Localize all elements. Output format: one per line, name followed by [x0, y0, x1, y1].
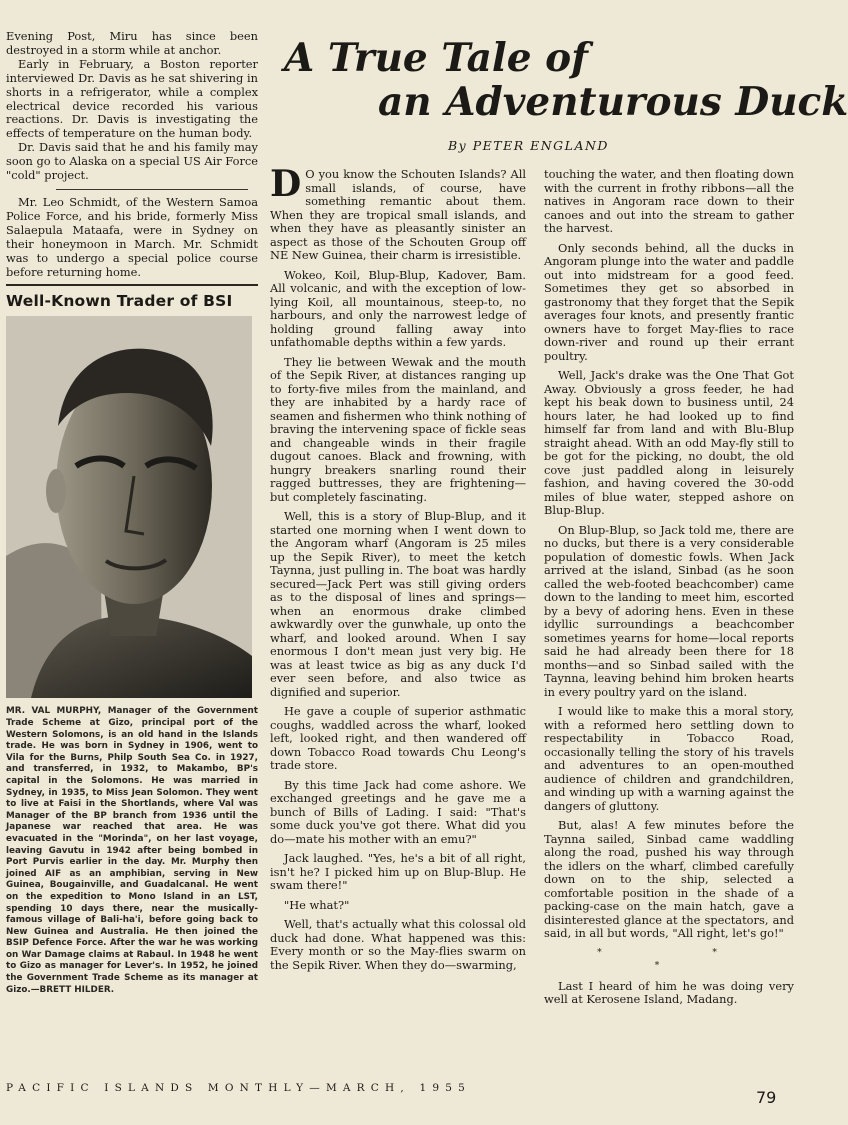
article-paragraph: Jack laughed. "Yes, he's a bit of all right, isn't he? I picked him up on Blup-Blup. He swam there!" [270, 851, 526, 892]
article-paragraph [270, 163, 526, 263]
article-paragraph: "He what?" [284, 897, 350, 912]
portrait-photo [6, 316, 252, 698]
article-header [268, 35, 848, 153]
divider [6, 284, 258, 286]
portrait-illustration [6, 316, 252, 698]
drop-cap: D [270, 163, 302, 205]
news-paragraph: Dr. Davis said that he and his family may soon go to Alaska on a special US Air Force "cold" project. [6, 140, 259, 183]
article-paragraph: Only seconds behind, all the ducks in Angoram plunge into the water and paddle out into midstream for a good feed. Sometimes they get so absorbed in gastronomy that they forget that the Sepik averages four knots, and presently frantic owners have to forget May-flies to race down-river and round up their errant poultry. [544, 240, 794, 363]
byline: By PETER ENGLAND [448, 138, 609, 153]
article-title-line-2: an Adventurous Duck [378, 79, 848, 125]
running-footer: PACIFIC ISLANDS MONTHLY—MARCH, 1955 [6, 1082, 471, 1094]
divider [56, 189, 248, 190]
article-paragraph: Well, this is a story of Blup-Blup, and it started one morning when I went down to the Angoram wharf (Angoram is 25 miles up the Sepik River), to meet the ketch Taynna, just pulling in. The boat was hardly secured—Jack Pert was still giving orders as to the disposal of lines and springs—when an enormous drake climbed awkwardly over the gunwhale, up onto the wharf, and looked around. When I say enormous I don't mean just very big. He was at least twice as big as any duck I'd ever seen before, and also twice as dignified and superior. [270, 509, 526, 699]
photo-caption: MR. VAL MURPHY, Manager of the Government Trade Scheme at Gizo, principal port of the Western Solomons, is an old hand in the Islands trade. He was born in Sydney in 1906, went to Vila for the Burns, Philp South Sea Co. in 1927, and transferred, in 1932, to Makambo, BP's capital in the Solomons. He was married in Sydney, in 1935, to Miss Jean Solomon. They went to live at Faisi in the Shortlands, where Val was Manager of the BP branch from 1936 until the Japanese war reached that area. He was evacuated in the "Morinda", on her last voyage, leaving Gavutu in 1942 after being bombed in Port Purvis earlier in the day. Mr. Murphy then joined AIF as an amphibian, serving in New Guinea, Bougainville, and Guadalcanal. He went on the expedition to Mono Island in an LST, spending 10 days there, near the musically-famous village of Bali-ha'i, before going back to New Guinea and Australia. He then joined the BSIP Defence Force. After the war he was working on War Damage claims at Rabaul. In 1948 he went to Gizo as manager for Lever's. In 1952, he joined the Government Trade Scheme as its manager at Gizo.—BRETT HILDER. [6, 706, 258, 995]
article-paragraph: Wokeo, Koil, Blup-Blup, Kadover, Bam. All volcanic, and with the exception of low-lying Koil, all mountainous, steep-to, no harbours, and only the narrowest ledge of holding ground falling away into unfathomable depths within a few yards. [270, 267, 526, 349]
page-number: 79 [756, 1088, 777, 1107]
article-column-2 [544, 168, 794, 1013]
schmidt-item [6, 196, 258, 279]
article-column-1 [270, 163, 526, 978]
article-closing: Last I heard of him he was doing very well at Kerosene Island, Madang. [544, 978, 794, 1006]
news-paragraph: Mr. Leo Schmidt, of the Western Samoa Police Force, and his bride, formerly Miss Salaepula Mataafa, were in Sydney on their honeymoon in March. Mr. Schmidt was to undergo a special police course before returning home. [6, 194, 258, 279]
article-paragraph: On Blup-Blup, so Jack told me, there are no ducks, but there is a very considerable population of domestic fowls. When Jack arrived at the island, Sinbad (as he soon called the web-footed beachcomber) came down to the landing to meet him, escorted by a bevy of adoring hens. Even in these idyllic surroundings a beachcomber sometimes yearns for home—local reports said he had already been there for 18 months—and so Sinbad sailed with the Taynna, leaving behind him broken hearts in every poultry yard on the island. [544, 522, 794, 699]
article-title-line-1: A True Tale of [284, 35, 588, 81]
article-opening-text: O you know the Schouten Islands? All small islands, of course, have something remantic about them. When they are tropical small islands, and when they have as pleasantly sinister an aspect as those of the Schouten Group off NE New Guinea, their charm is irresistible. [270, 167, 526, 262]
news-paragraph: Early in February, a Boston reporter interviewed Dr. Davis as he sat shivering in shorts in a refrigerator, while a complex electrical device recorded his various reactions. Dr. Davis is investigating the effects of temperature on the human body. [6, 56, 258, 141]
article-paragraph: They lie between Wewak and the mouth of the Sepik River, at distances ranging up to forty-five miles from the mainland, and they are inhabited by a hardy race of seamen and fishermen who think nothing of braving the intervening space of fickle seas and changeable winds in their fragile dugout canoes. Black and frowning, with hungry breakers snarling round their ragged buttresses, they are frightening—but completely fascinating. [270, 354, 526, 504]
news-paragraph: Evening Post, Miru has since been destroyed in a storm while at anchor. [6, 29, 258, 57]
left-column [6, 30, 258, 996]
article-paragraph: Well, that's actually what this colossal old duck had done. What happened was this: Every month or so the May-flies swarm on the Sepik River. When they do—swarming, [270, 917, 526, 972]
article-paragraph: By this time Jack had come ashore. We exchanged greetings and he gave me a bunch of Bills of Lading. I said: "That's some duck you've got there. What did you do—mate his mother with an emu?" [270, 777, 526, 846]
news-items [6, 30, 258, 183]
article-paragraph: But, alas! A few minutes before the Taynna sailed, Sinbad came waddling along the road, pushed his way through the idlers on the wharf, climbed carefully down on to the ship, selected a comfortable position in the shade of a packing-case on the main hatch, gave a disinterested glance at the spectators, and said, in all but words, "All right, let's go!" [544, 818, 794, 940]
article-paragraph: He gave a couple of superior asthmatic coughs, waddled across the wharf, looked left, looked right, and then wandered off down Tobacco Road towards Chu Leong's trade store. [270, 704, 526, 772]
photo-title: Well-Known Trader of BSI [6, 292, 233, 311]
section-separator: * * * [597, 947, 771, 971]
article-paragraph: touching the water, and then floating down with the current in frothy ribbons—all the natives in Angoram race down to their canoes and out into the stream to gather the harvest. [544, 167, 794, 235]
article-paragraph: Well, Jack's drake was the One That Got Away. Obviously a gross feeder, he had kept his beak down to business until, 24 hours later, he had looked up to find himself far from land and with Blu-Blup straight ahead. With an odd May-fly still to be got for the picking, no doubt, the old cove just paddled along in leisurely fashion, and having covered the 30-odd miles of blue water, stepped ashore on Blup-Blup. [544, 368, 794, 517]
article-paragraph: I would like to make this a moral story, with a reformed hero settling down to respectability in Tobacco Road, occasionally telling the story of his travels and adventures to an open-mouthed audience of children and grandchildren, and winding up with a warning against the dangers of gluttony. [544, 704, 794, 813]
